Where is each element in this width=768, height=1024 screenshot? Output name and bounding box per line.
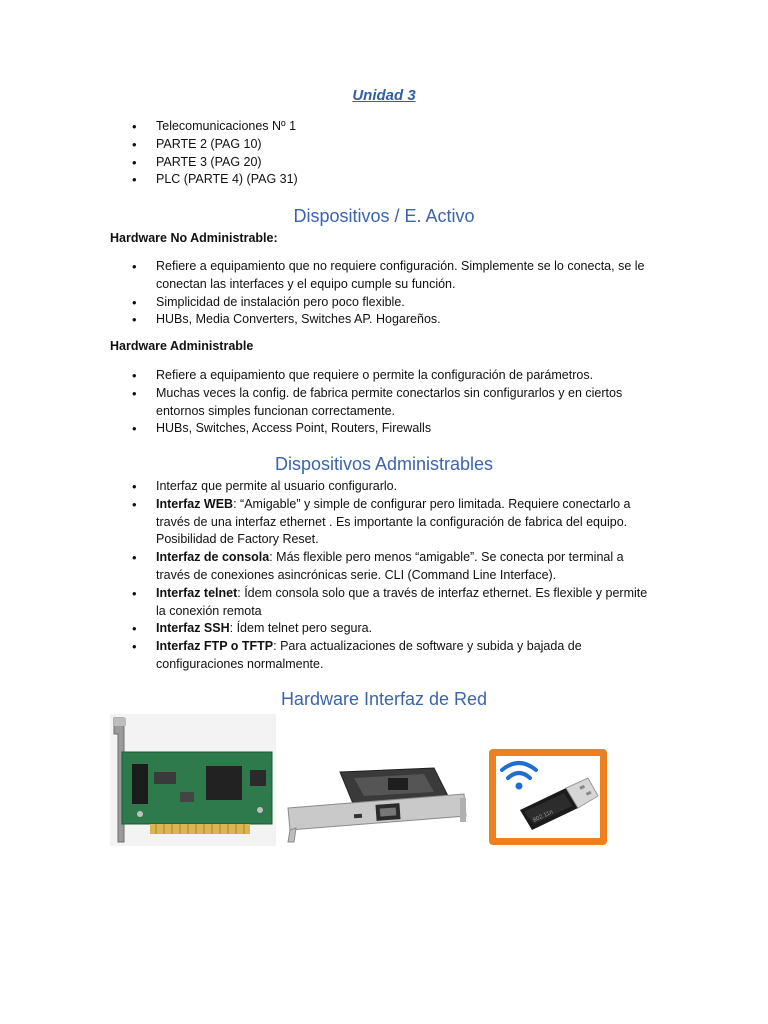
admin-devices-list	[0, 478, 656, 674]
list-item: • Interfaz FTP o TFTP: Para actualizaciones de software y subida y bajada de configuraciones normalmente.	[0, 638, 656, 674]
section-title-hardware-red: Hardware Interfaz de Red	[280, 689, 488, 709]
heading-administrable: Hardware Administrable	[110, 339, 254, 353]
list-item: • PARTE 2 (PAG 10)	[0, 136, 656, 154]
unit-title: Unidad 3	[352, 87, 416, 104]
section-title-administrables: Dispositivos Administrables	[274, 454, 494, 474]
list-item: • Muchas veces la config. de fabrica permite conectarlos sin configurarlos y en ciertos entornos simples funcionan correctamente.	[0, 385, 656, 421]
list-item: • PLC (PARTE 4) (PAG 31)	[0, 171, 656, 189]
list-item: • Refiere a equipamiento que requiere o permite la configuración de parámetros.	[0, 367, 656, 385]
list-item: • Refiere a equipamiento que no requiere configuración. Simplemente se lo conecta, se le conectan las interfaces y el equipo cumple su función.	[0, 258, 656, 294]
list-item: • Interfaz que permite al usuario configurarlo.	[0, 478, 656, 496]
section-title-dispositivos: Dispositivos / E. Activo	[293, 206, 475, 226]
no-admin-list	[0, 258, 656, 329]
admin-list	[0, 367, 656, 438]
list-item: • PARTE 3 (PAG 20)	[0, 154, 656, 172]
list-item: • HUBs, Media Converters, Switches AP. Hogareños.	[0, 311, 656, 329]
list-item: • Interfaz de consola: Más flexible pero menos “amigable”. Se conecta por terminal a través de conexiones asincrónicas serie. CLI (Command Line Interface).	[0, 549, 656, 585]
list-item: • HUBs, Switches, Access Point, Routers, Firewalls	[0, 420, 656, 438]
wifi-usb-adapter-image	[488, 748, 608, 846]
unit-list	[0, 118, 656, 189]
pci-network-card-image	[110, 714, 276, 846]
list-item: • Simplicidad de instalación pero poco flexible.	[0, 294, 656, 312]
list-item: • Interfaz SSH: Ídem telnet pero segura.	[0, 620, 656, 638]
list-item: • Telecomunicaciones Nº 1	[0, 118, 656, 136]
list-item: • Interfaz telnet: Ídem consola solo que a través de interfaz ethernet. Es flexible y permite la conexión remota	[0, 585, 656, 621]
heading-no-administrable: Hardware No Administrable:	[110, 231, 278, 245]
list-item: • Interfaz WEB: “Amigable” y simple de configurar pero limitada. Requiere conectarlo a través de una interfaz ethernet . Es importante la configuración de fabrica del equipo. Posibilidad de Factory Reset.	[0, 496, 656, 549]
svg-text:802.11n: 802.11n	[532, 809, 555, 824]
ethernet-card-image	[284, 764, 468, 846]
